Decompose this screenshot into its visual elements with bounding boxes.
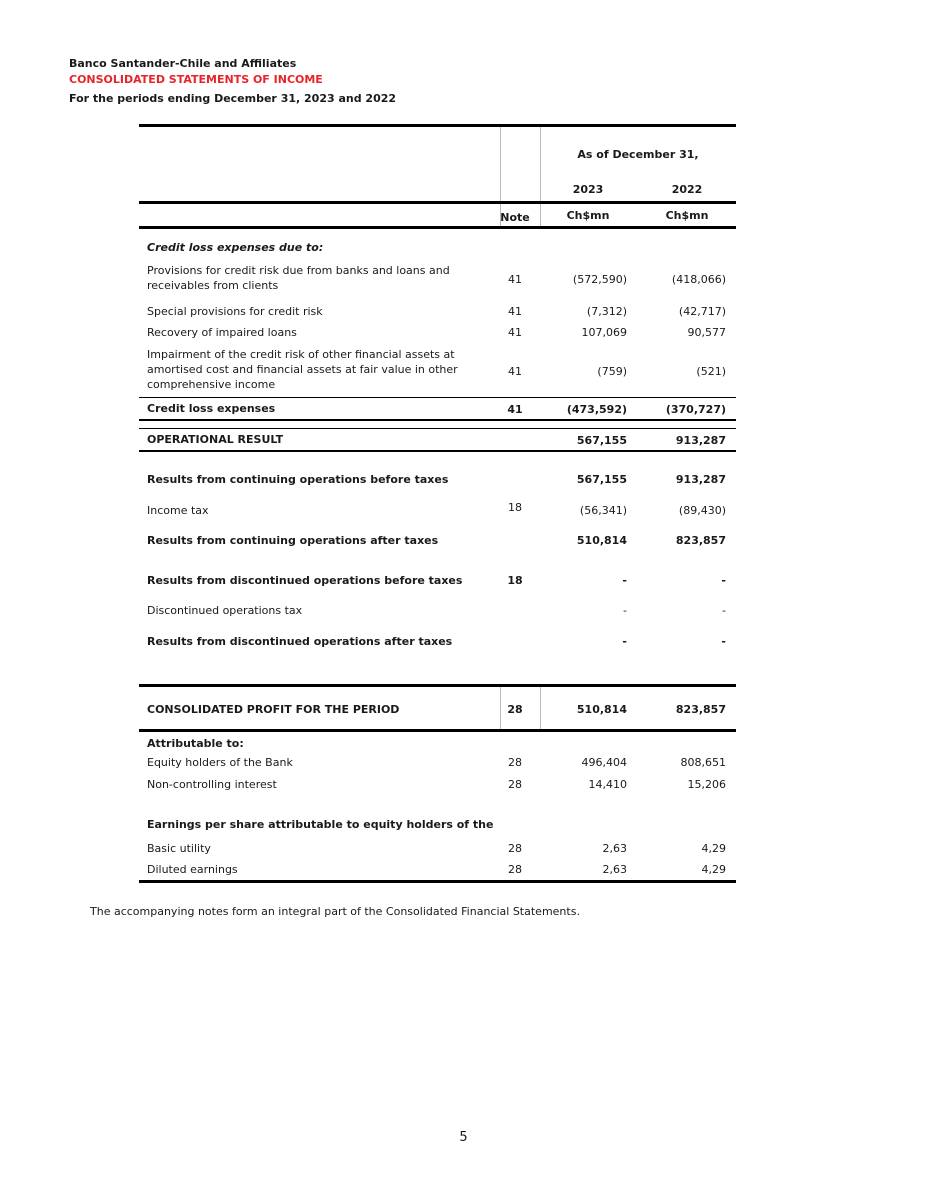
row-label-equity: Equity holders of the Bank (147, 756, 293, 769)
row-label-income-tax: Income tax (147, 504, 209, 517)
row-2023-diluted: 2,63 (602, 863, 627, 876)
row-note-credit-loss: 41 (507, 403, 523, 416)
row-2022-diluted: 4,29 (701, 863, 726, 876)
row-label-disc-before: Results from discontinued operations before taxes (147, 574, 463, 587)
section-heading-credit-loss: Credit loss expenses due to: (147, 241, 324, 254)
table-bottom-rule (139, 880, 736, 883)
row-2022-income-tax: (89,430) (678, 504, 726, 517)
row-note-special: 41 (508, 305, 522, 318)
header-bottom-rule (139, 226, 736, 229)
row-note-impairment: 41 (508, 365, 522, 378)
row-label-noncontrolling: Non-controlling interest (147, 778, 277, 791)
row-label-profit: CONSOLIDATED PROFIT FOR THE PERIOD (147, 703, 400, 716)
row-2022-recovery: 90,577 (687, 326, 726, 339)
row-label-provisions: Provisions for credit risk due from banks and loans and receivables from clients (147, 264, 450, 292)
row-note-profit: 28 (507, 703, 523, 716)
row-label-cont-before: Results from continuing operations before taxes (147, 473, 449, 486)
row-label-special: Special provisions for credit risk (147, 305, 323, 318)
row-2023-provisions: (572,590) (572, 273, 627, 286)
row-note-noncontrolling: 28 (508, 778, 522, 791)
row-label-disc-tax: Discontinued operations tax (147, 604, 303, 617)
row-2023-disc-before: - (622, 574, 627, 587)
row-2022-noncontrolling: 15,206 (687, 778, 726, 791)
row-label-disc-after: Results from discontinued operations after taxes (147, 635, 453, 648)
row-2023-noncontrolling: 14,410 (588, 778, 627, 791)
row-2023-operational: 567,155 (576, 434, 627, 447)
row-label-impairment: Impairment of the credit risk of other financial assets at amortised cost and financial assets at fair value in other comprehensive income (147, 348, 458, 391)
row-2022-special: (42,717) (678, 305, 726, 318)
profit-top-rule (139, 684, 736, 687)
row-2022-impairment: (521) (696, 365, 726, 378)
row-2022-disc-before: - (721, 574, 726, 587)
row-2023-disc-tax: - (623, 604, 627, 617)
row-note-basic: 28 (508, 842, 522, 855)
operational-top-rule (139, 428, 736, 429)
row-2022-equity: 808,651 (680, 756, 726, 769)
statement-title: CONSOLIDATED STATEMENTS OF INCOME (69, 73, 323, 86)
row-2022-disc-tax: - (722, 604, 726, 617)
row-2023-income-tax: (56,341) (579, 504, 627, 517)
row-note-recovery: 41 (508, 326, 522, 339)
row-label-credit-loss: Credit loss expenses (147, 402, 276, 415)
row-label-operational: OPERATIONAL RESULT (147, 433, 284, 446)
row-2022-cont-after: 823,857 (675, 534, 726, 547)
row-2023-basic: 2,63 (602, 842, 627, 855)
operational-bottom-rule (139, 450, 736, 452)
profit-bottom-rule (139, 729, 736, 732)
statement-period: For the periods ending December 31, 2023 and 2022 (69, 92, 397, 105)
header-rule (139, 201, 736, 204)
unit-2023-heading: Ch$mn (566, 209, 610, 222)
row-note-equity: 28 (508, 756, 522, 769)
row-label-recovery: Recovery of impaired loans (147, 326, 297, 339)
row-2022-profit: 823,857 (675, 703, 726, 716)
row-note-disc-before: 18 (507, 574, 523, 587)
row-2022-cont-before: 913,287 (675, 473, 726, 486)
row-note-diluted: 28 (508, 863, 522, 876)
row-2022-credit-loss: (370,727) (665, 403, 726, 416)
note-heading: Note (500, 211, 530, 224)
row-2023-recovery: 107,069 (581, 326, 627, 339)
row-2023-profit: 510,814 (576, 703, 627, 716)
row-label-cont-after: Results from continuing operations after taxes (147, 534, 439, 547)
row-note-provisions: 41 (508, 273, 522, 286)
row-2022-disc-after: - (721, 635, 726, 648)
row-2023-credit-loss: (473,592) (566, 403, 627, 416)
as-of-heading: As of December 31, (577, 148, 699, 161)
section-heading-eps: Earnings per share attributable to equity holders of the (147, 818, 494, 831)
table-top-rule (139, 124, 736, 127)
row-2022-basic: 4,29 (701, 842, 726, 855)
row-note-income-tax: 18 (508, 501, 522, 514)
row-2023-special: (7,312) (586, 305, 627, 318)
row-2023-equity: 496,404 (581, 756, 627, 769)
row-label-diluted: Diluted earnings (147, 863, 238, 876)
subtotal-rule (139, 397, 736, 398)
row-2023-disc-after: - (622, 635, 627, 648)
footer-note: The accompanying notes form an integral part of the Consolidated Financial Statements. (90, 905, 580, 918)
row-label-basic: Basic utility (147, 842, 211, 855)
row-2023-cont-after: 510,814 (576, 534, 627, 547)
row-2023-cont-before: 567,155 (576, 473, 627, 486)
year-2023-heading: 2023 (572, 183, 604, 196)
row-2022-provisions: (418,066) (671, 273, 726, 286)
subtotal-bottom-rule (139, 419, 736, 421)
year-2022-heading: 2022 (671, 183, 703, 196)
unit-2022-heading: Ch$mn (665, 209, 709, 222)
row-2023-impairment: (759) (597, 365, 627, 378)
row-2022-operational: 913,287 (675, 434, 726, 447)
company-name: Banco Santander-Chile and Affiliates (69, 57, 297, 70)
section-heading-attributable: Attributable to: (147, 737, 244, 750)
page-number: 5 (459, 1130, 468, 1145)
